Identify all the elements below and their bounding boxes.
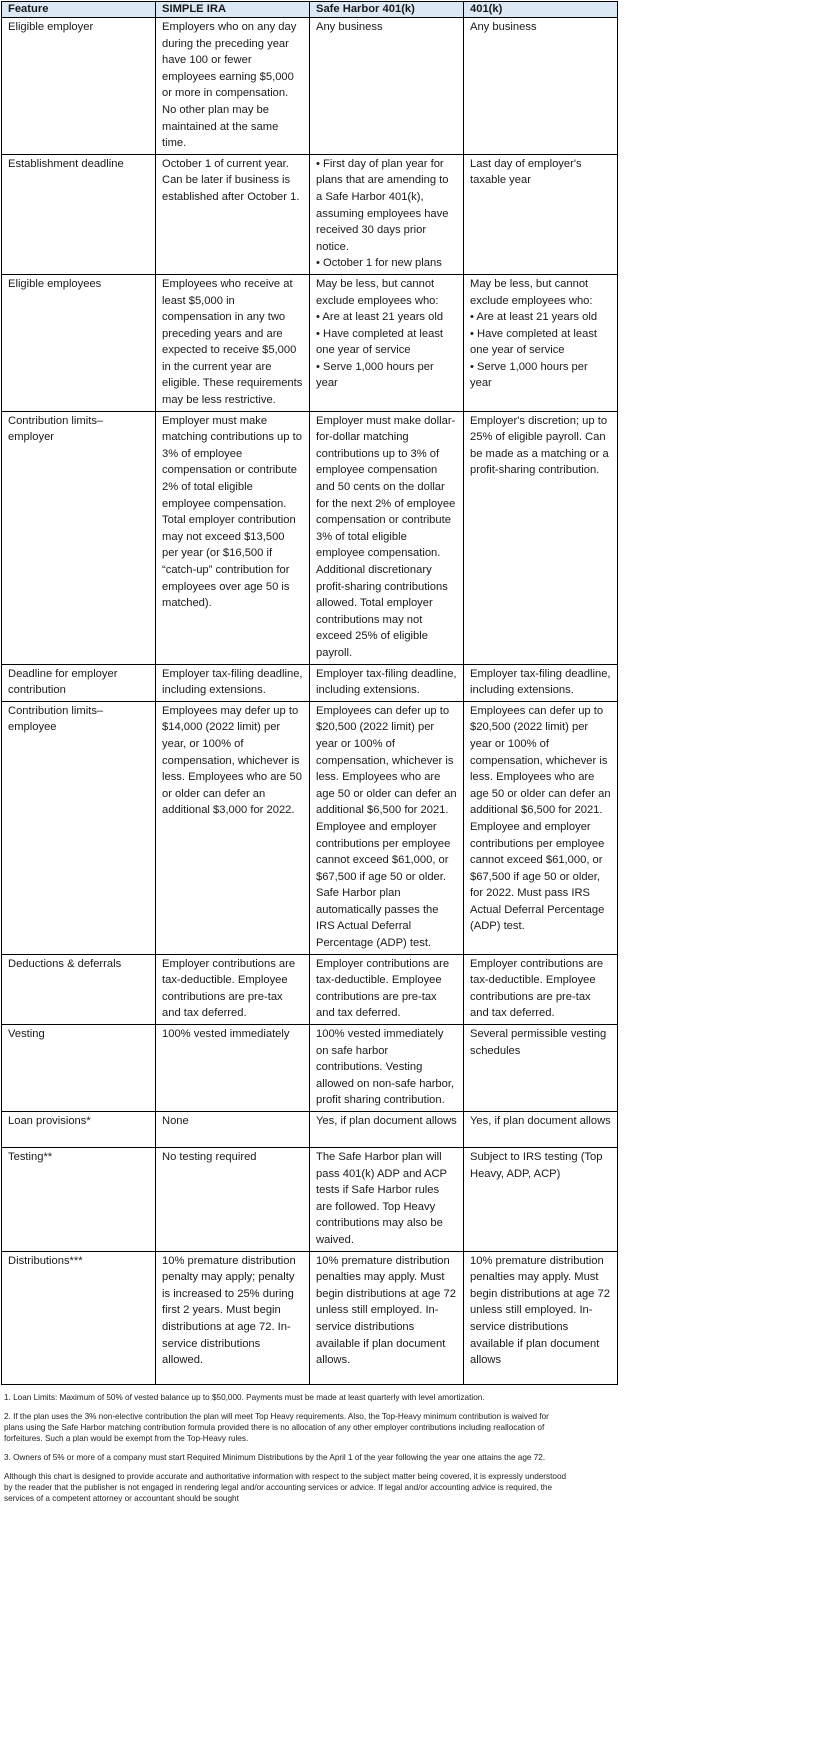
simple-ira-cell: Employer contributions are tax-deductible. Employee contributions are pre-tax and tax deferred.: [156, 954, 310, 1024]
table-row: [2, 954, 618, 1024]
table-row: [2, 1025, 618, 1112]
simple-ira-cell: None: [156, 1112, 310, 1148]
safe-harbor-cell: The Safe Harbor plan will pass 401(k) ADP and ACP tests if Safe Harbor rules are followed. Top Heavy contributions may also be waived.: [310, 1148, 464, 1252]
401k-cell: Yes, if plan document allows: [464, 1112, 618, 1148]
401k-cell: Employees can defer up to $20,500 (2022 limit) per year or 100% of compensation, whichever is less. Employees who are age 50 or older can defer an additional $6,500 for 2021. Employee and employer contributions per employee cannot exceed $61,000, or $67,500 if age 50 or older, for 2022. Must pass IRS Actual Deferral Percentage (ADP) test.: [464, 701, 618, 954]
disclaimer: Although this chart is designed to provide accurate and authoritative information with respect to the subject matter being covered, it is expressly understood by the reader that the publisher is not engaged in rendering legal and/or accounting services or advice. If legal and/or accounting advice is required, the services of a competent attorney or accountant should be sought: [4, 1472, 567, 1503]
simple-ira-cell: Employers who on any day during the preceding year have 100 or fewer employees earning $5,000 or more in compensation. No other plan may be maintained at the same time.: [156, 18, 310, 155]
feature-cell: Distributions***: [2, 1251, 156, 1384]
header-feature: Feature: [2, 2, 156, 18]
401k-cell: Any business: [464, 18, 618, 155]
401k-cell: Employer tax-filing deadline, including extensions.: [464, 664, 618, 701]
safe-harbor-cell: Yes, if plan document allows: [310, 1112, 464, 1148]
simple-ira-cell: October 1 of current year. Can be later if business is established after October 1.: [156, 154, 310, 274]
table-row: [2, 664, 618, 701]
simple-ira-cell: Employees who receive at least $5,000 in compensation in any two preceding years and are expected to receive $5,000 in the current year are eligible. These requirements may be less restrictive.: [156, 274, 310, 411]
header-simple-ira: SIMPLE IRA: [156, 2, 310, 18]
footnote-required-minimum-distributions: 3. Owners of 5% or more of a company must start Required Minimum Distributions by the April 1 of the year following the year one attains the age 72.: [4, 1453, 546, 1462]
401k-cell: Last day of employer's taxable year: [464, 154, 618, 274]
feature-cell: Deductions & deferrals: [2, 954, 156, 1024]
safe-harbor-cell: 10% premature distribution penalties may apply. Must begin distributions at age 72 unless still employed. In-service distributions available if plan document allows.: [310, 1251, 464, 1384]
401k-cell: May be less, but cannot exclude employees who: • Are at least 21 years old • Have completed at least one year of service • Serve 1,000 hours per year: [464, 274, 618, 411]
feature-cell: Loan provisions*: [2, 1112, 156, 1148]
401k-cell: 10% premature distribution penalties may apply. Must begin distributions at age 72 unless still employed. In-service distributions available if plan document allows: [464, 1251, 618, 1384]
feature-cell: Contribution limits–employee: [2, 701, 156, 954]
simple-ira-cell: No testing required: [156, 1148, 310, 1252]
comparison-table: [1, 1, 618, 1385]
safe-harbor-cell: Employees can defer up to $20,500 (2022 limit) per year or 100% of compensation, whichever is less. Employees who are age 50 or older can defer an additional $6,500 for 2021. Employee and employer contributions per employee cannot exceed $61,000, or $67,500 if age 50 or older. Safe Harbor plan automatically passes the IRS Actual Deferral Percentage (ADP) test.: [310, 701, 464, 954]
table-row: [2, 701, 618, 954]
simple-ira-cell: 10% premature distribution penalty may apply; penalty is increased to 25% during first 2 years. Must begin distributions at age 72. In-service distributions allowed.: [156, 1251, 310, 1384]
feature-cell: Eligible employees: [2, 274, 156, 411]
safe-harbor-cell: Any business: [310, 18, 464, 155]
feature-cell: Deadline for employer contribution: [2, 664, 156, 701]
safe-harbor-cell: May be less, but cannot exclude employees who: • Are at least 21 years old • Have completed at least one year of service • Serve 1,000 hours per year: [310, 274, 464, 411]
feature-cell: Establishment deadline: [2, 154, 156, 274]
safe-harbor-cell: Employer contributions are tax-deductible. Employee contributions are pre-tax and tax deferred.: [310, 954, 464, 1024]
401k-cell: Employer's discretion; up to 25% of eligible payroll. Can be made as a matching or a profit-sharing contribution.: [464, 411, 618, 664]
table-row: [2, 1148, 618, 1252]
table-row: [2, 411, 618, 664]
footnote-top-heavy: 2. If the plan uses the 3% non-elective contribution the plan will meet Top Heavy requirements. Also, the Top-Heavy minimum contribution is waived for plans using the Safe Harbor matching contribution formula provided there is no allocation of any other employer contributions including reallocation of forfeitures. Such a plan would be exempt from the Top-Heavy rules.: [4, 1412, 549, 1443]
simple-ira-cell: Employees may defer up to $14,000 (2022 limit) per year, or 100% of compensation, whichever is less. Employees who are 50 or older can defer an additional $3,000 for 2022.: [156, 701, 310, 954]
footnote-loan-limits: 1. Loan Limits: Maximum of 50% of vested balance up to $50,000. Payments must be made at least quarterly with level amortization.: [4, 1393, 485, 1402]
simple-ira-cell: Employer must make matching contributions up to 3% of employee compensation or contribute 2% of total eligible employee compensation. Total employer contribution may not exceed $13,500 per year (or $16,500 if “catch-up” contribution for employees over age 50 is matched).: [156, 411, 310, 664]
header-safe-harbor-401k: Safe Harbor 401(k): [310, 2, 464, 18]
feature-cell: Eligible employer: [2, 18, 156, 155]
table-row: [2, 1112, 618, 1148]
safe-harbor-cell: Employer tax-filing deadline, including extensions.: [310, 664, 464, 701]
401k-cell: Employer contributions are tax-deductible. Employee contributions are pre-tax and tax deferred.: [464, 954, 618, 1024]
simple-ira-cell: Employer tax-filing deadline, including extensions.: [156, 664, 310, 701]
feature-cell: Testing**: [2, 1148, 156, 1252]
table-row: [2, 154, 618, 274]
table-row: [2, 274, 618, 411]
401k-cell: Several permissible vesting schedules: [464, 1025, 618, 1112]
header-401k: 401(k): [464, 2, 618, 18]
feature-cell: Vesting: [2, 1025, 156, 1112]
safe-harbor-cell: Employer must make dollar-for-dollar matching contributions up to 3% of employee compensation and 50 cents on the dollar for the next 2% of employee compensation or contribute 3% of total eligible employee compensation. Additional discretionary profit-sharing contributions allowed. Total employer contributions may not exceed 25% of eligible payroll.: [310, 411, 464, 664]
simple-ira-cell: 100% vested immediately: [156, 1025, 310, 1112]
401k-cell: Subject to IRS testing (Top Heavy, ADP, ACP): [464, 1148, 618, 1252]
feature-cell: Contribution limits–employer: [2, 411, 156, 664]
header-row: [2, 2, 618, 18]
safe-harbor-cell: 100% vested immediately on safe harbor contributions. Vesting allowed on non-safe harbor, profit sharing contribution.: [310, 1025, 464, 1112]
footnotes: [4, 1392, 569, 1512]
table-row: [2, 18, 618, 155]
safe-harbor-cell: • First day of plan year for plans that are amending to a Safe Harbor 401(k), assuming employees have received 30 days prior notice. • October 1 for new plans: [310, 154, 464, 274]
table-row: [2, 1251, 618, 1384]
